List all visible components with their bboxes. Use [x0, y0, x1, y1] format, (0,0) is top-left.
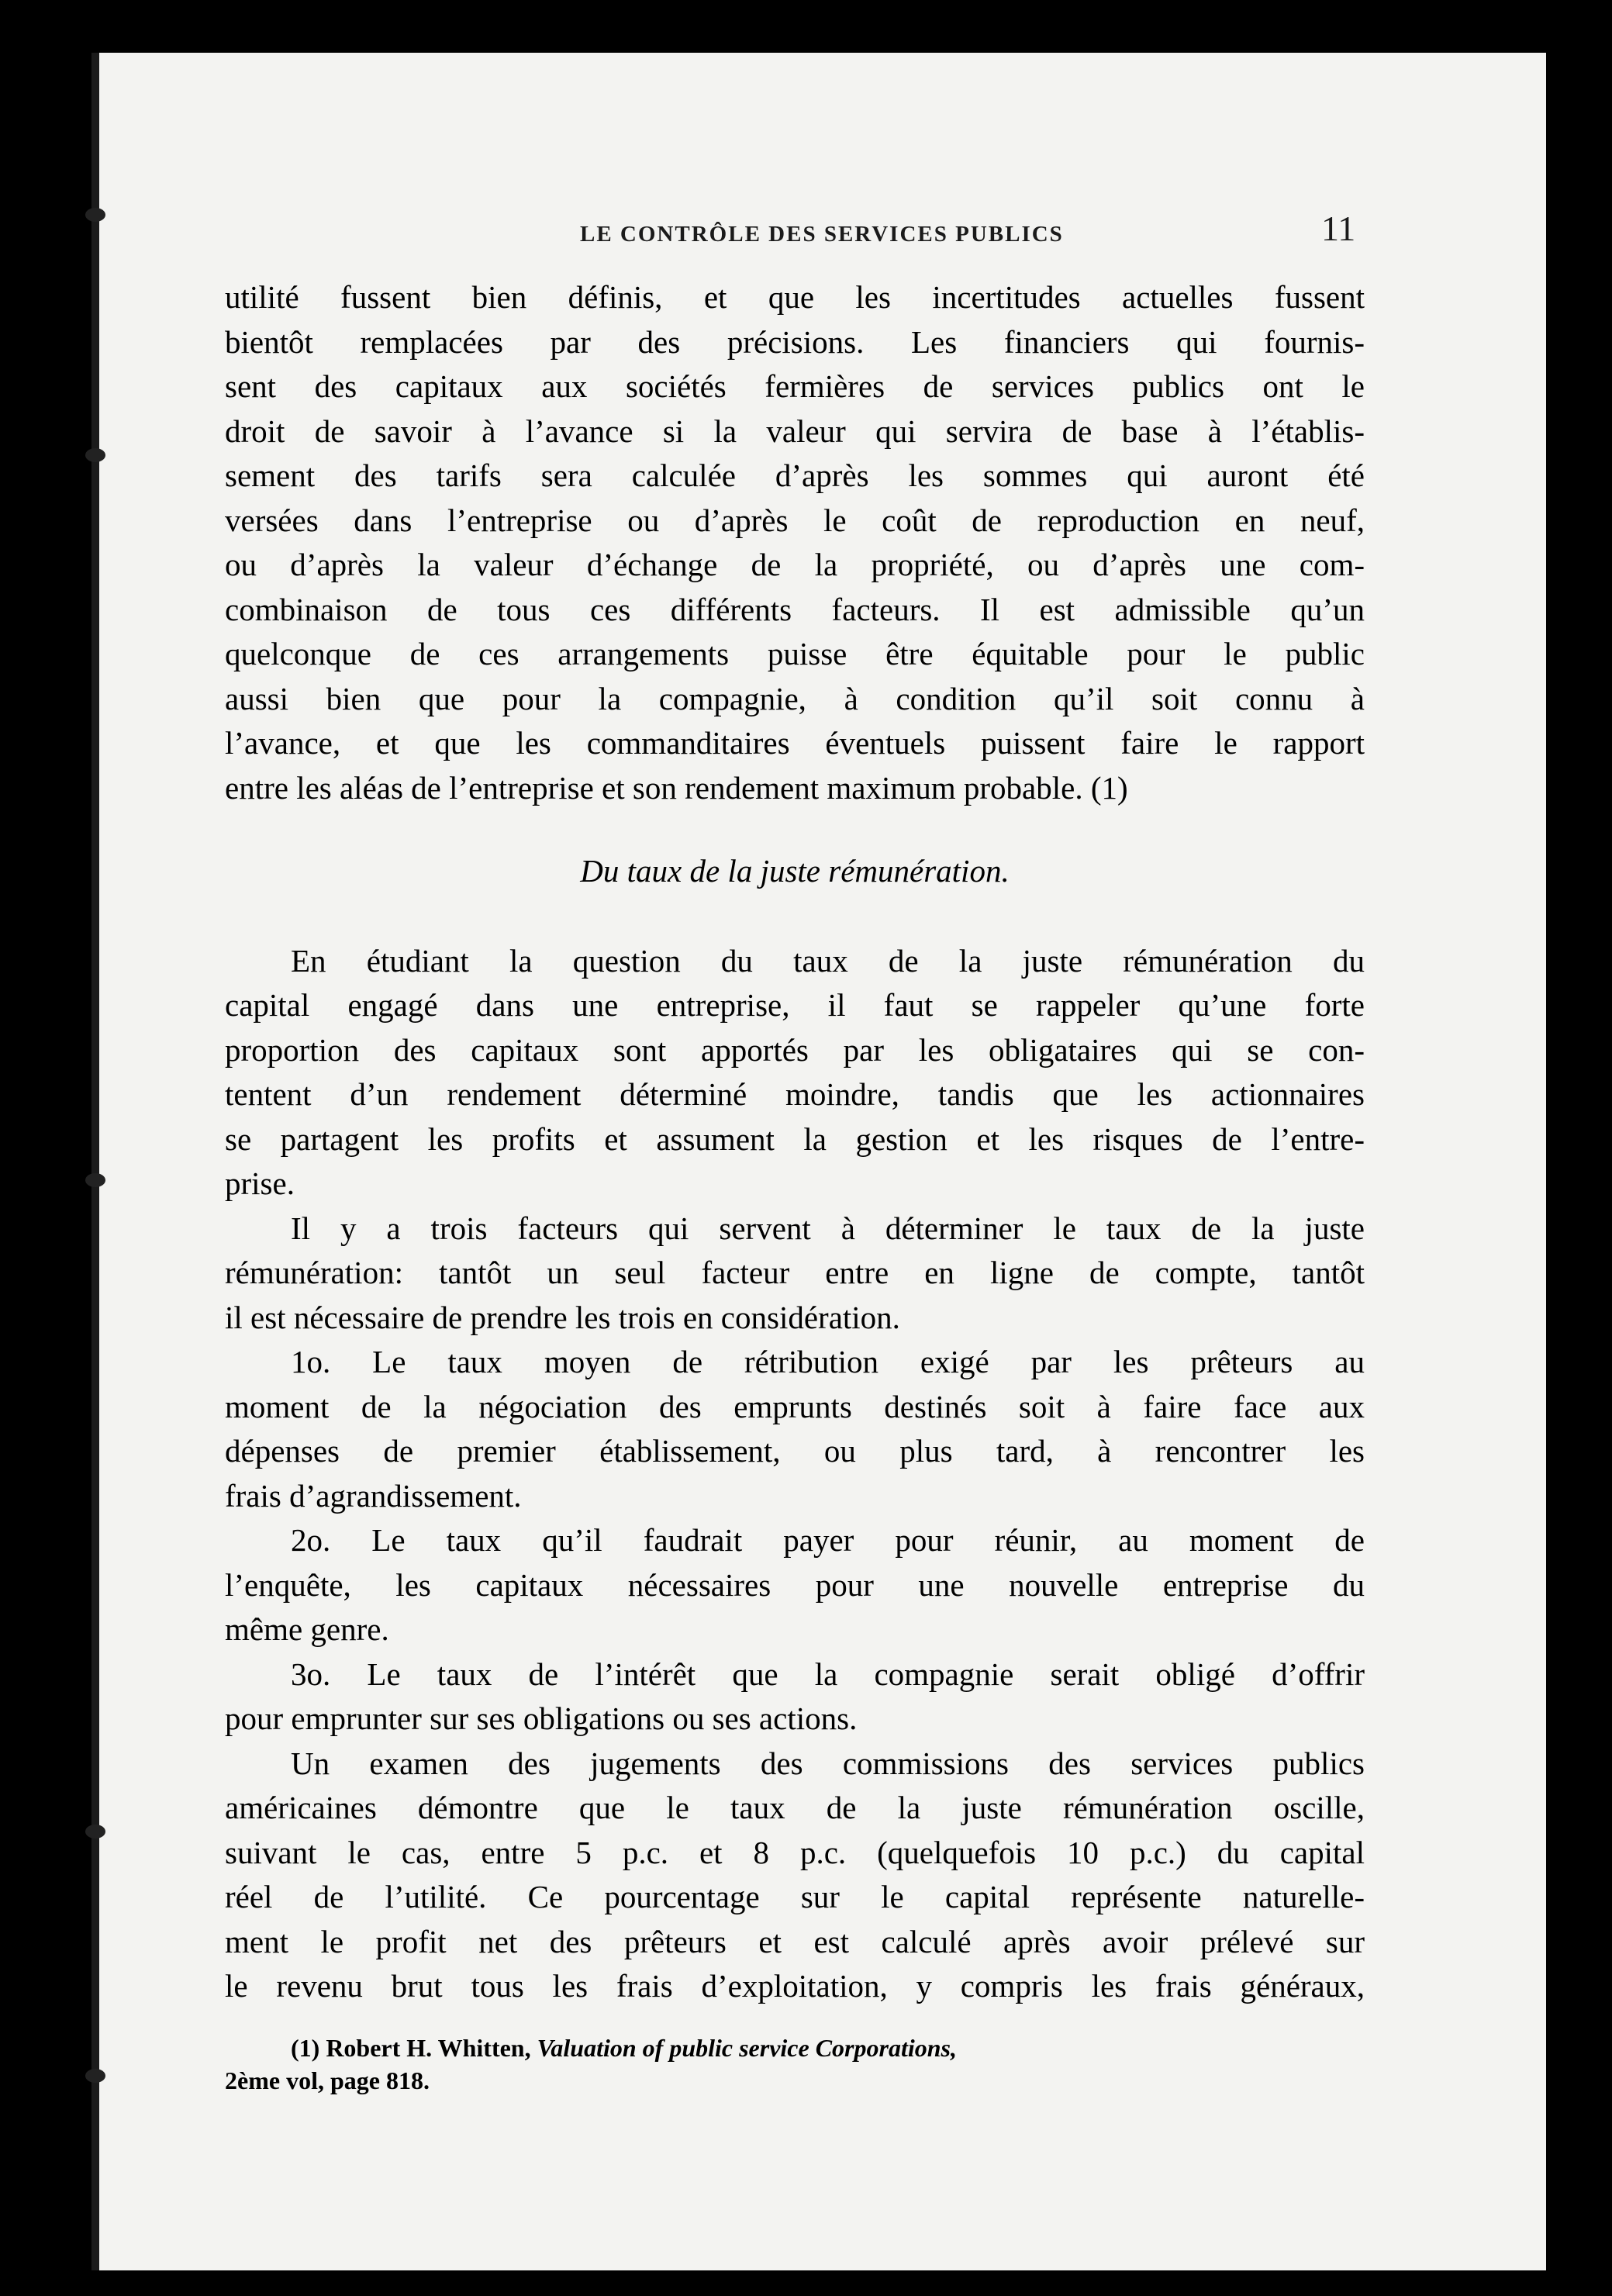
- text-line: même genre.: [225, 1611, 389, 1647]
- text-line: proportion des capitaux sont apportés par les obligataires qui se con-: [225, 1031, 1365, 1068]
- text-line: l’enquête, les capitaux nécessaires pour une nouvelle entreprise du: [225, 1566, 1365, 1603]
- text-line: rémunération: tantôt un seul facteur entre en ligne de compte, tantôt: [225, 1255, 1365, 1290]
- text-line: américaines démontre que le taux de la juste rémunération oscille,: [225, 1790, 1365, 1825]
- paragraph-4: [225, 1340, 1365, 1518]
- footnote-line: 2ème vol, page 818.: [225, 2066, 430, 2094]
- binding-mark: [85, 1173, 105, 1187]
- text-line: se partagent les profits et assument la gestion et les risques de l’entre-: [225, 1120, 1365, 1157]
- page-number: 11: [1321, 209, 1356, 248]
- text-line: 3o. Le taux de l’intérêt que la compagnie serait obligé d’offrir: [291, 1656, 1365, 1692]
- running-head-title: LE CONTRÔLE DES SERVICES PUBLICS: [580, 222, 1064, 247]
- section-heading: Du taux de la juste rémunération.: [580, 853, 1010, 889]
- text-line: combinaison de tous ces différents facteurs. Il est admissible qu’un: [225, 591, 1365, 627]
- text-line: frais d’agrandissement.: [225, 1477, 522, 1514]
- paragraph-5: [225, 1518, 1365, 1652]
- footnote-title: Valuation of public service Corporations,: [537, 2034, 957, 2062]
- paragraph-3: [225, 1207, 1365, 1341]
- text-line: il est nécessaire de prendre les trois en considération.: [225, 1299, 900, 1335]
- text-line: 1o. Le taux moyen de rétribution exigé par les prêteurs au: [291, 1344, 1365, 1379]
- text-line: ou d’après la valeur d’échange de la propriété, ou d’après une com-: [225, 547, 1365, 582]
- text-line: tentent d’un rendement déterminé moindre, tandis que les actionnaires: [225, 1076, 1365, 1112]
- paragraph-2: [225, 939, 1365, 1207]
- text-line: réel de l’utilité. Ce pourcentage sur le capital représente naturelle-: [225, 1879, 1365, 1914]
- paragraph-7: [225, 1742, 1365, 2009]
- text-line: droit de savoir à l’avance si la valeur qui servira de base à l’établis-: [225, 413, 1365, 449]
- footnote: [225, 2032, 1365, 2097]
- text-line: 2o. Le taux qu’il faudrait payer pour réunir, au moment de: [291, 1522, 1365, 1558]
- text-line: moment de la négociation des emprunts destinés soit à faire face aux: [225, 1388, 1365, 1424]
- text-line: le revenu brut tous les frais d’exploitation, y compris les frais généraux,: [225, 1968, 1365, 2004]
- text-line: pour emprunter sur ses obligations ou ses actions.: [225, 1700, 858, 1736]
- text-line: l’avance, et que les commanditaires éventuels puissent faire le rapport: [225, 725, 1365, 761]
- text-line: En étudiant la question du taux de la juste rémunération du: [291, 942, 1365, 979]
- text-line: suivant le cas, entre 5 p.c. et 8 p.c. (quelquefois 10 p.c.) du capital: [225, 1834, 1365, 1870]
- text-line: aussi bien que pour la compagnie, à condition qu’il soit connu à: [225, 680, 1365, 716]
- text-line: entre les aléas de l’entreprise et son rendement maximum probable. (1): [225, 769, 1128, 806]
- text-line: prise.: [225, 1165, 295, 1201]
- text-line: quelconque de ces arrangements puisse être équitable pour le public: [225, 636, 1365, 672]
- text-line: Un examen des jugements des commissions des services publics: [291, 1745, 1365, 1781]
- text-line: sement des tarifs sera calculée d’après les sommes qui auront été: [225, 457, 1365, 493]
- text-line: ment le profit net des prêteurs et est calculé après avoir prélevé sur: [225, 1923, 1365, 1959]
- body-text: [225, 275, 1365, 2009]
- footnote-line: [225, 2032, 1365, 2064]
- binding-mark: [85, 2069, 105, 2083]
- running-head: [91, 208, 1546, 254]
- text-line: bientôt remplacées par des précisions. Les financiers qui fournis-: [225, 323, 1365, 360]
- text-line: capital engagé dans une entreprise, il faut se rappeler qu’une forte: [225, 987, 1365, 1023]
- paragraph-6: [225, 1652, 1365, 1742]
- binding-mark: [85, 448, 105, 462]
- text-line: dépenses de premier établissement, ou plus tard, à rencontrer les: [225, 1433, 1365, 1469]
- text-line: Il y a trois facteurs qui servent à déterminer le taux de la juste: [291, 1210, 1365, 1246]
- text-line: versées dans l’entreprise ou d’après le coût de reproduction en neuf,: [225, 502, 1365, 538]
- text-line: utilité fussent bien définis, et que les incertitudes actuelles fussent: [225, 279, 1365, 315]
- binding-mark: [85, 1825, 105, 1839]
- page-binding-edge: [91, 53, 99, 2270]
- paragraph-1: [225, 275, 1365, 810]
- text-line: sent des capitaux aux sociétés fermières de services publics ont le: [225, 368, 1365, 404]
- footnote-author: (1) Robert H. Whitten,: [291, 2034, 537, 2062]
